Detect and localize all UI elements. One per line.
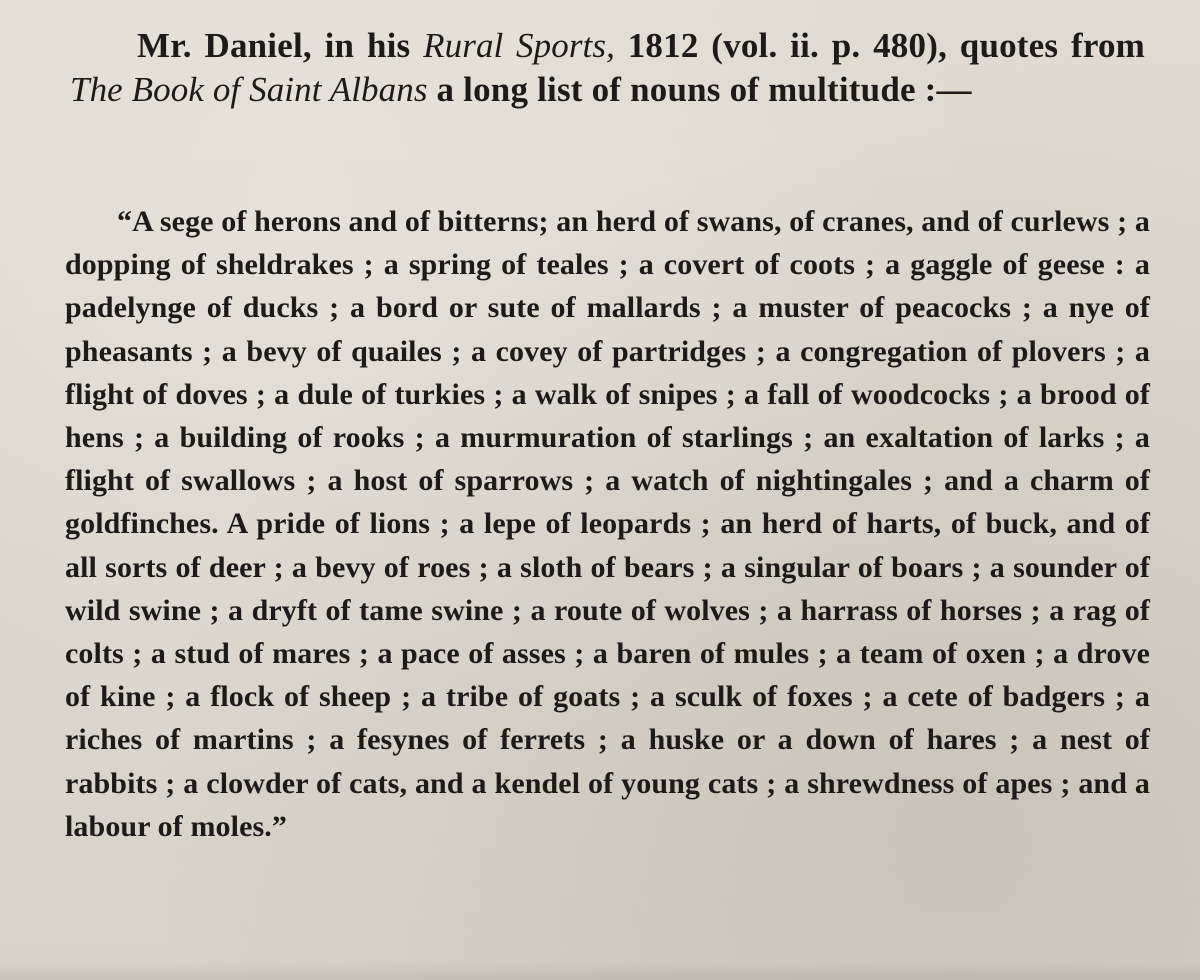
quoted-list-of-nouns: “A sege of herons and of bitterns; an herd of swans, of cranes, and of curlews ; a dopping of sheldrakes ; a spring of teales ; a covert of coots ; a gaggle of geese : a padelynge of ducks ; a bord or sute of mallards ; a muster of peacocks ; a nye of pheasants ; a bevy of quailes ; a covey of partridges ; a congregation of plovers ; a flight of doves ; a dule of turkies ; a walk of snipes ; a fall of woodcocks ; a brood of hens ; a building of rooks ; a murmuration of starlings ; an exaltation of larks ; a flight of swallows ; a host of sparrows ; a watch of nightingales ; and a charm of goldfinches. A pride of lions ; a lepe of leopards ; an herd of harts, of buck, and of all sorts of deer ; a bevy of roes ; a sloth of bears ; a singular of boars ; a sounder of wild swine ; a dryft of tame swine ; a route of wolves ; a harrass of horses ; a rag of colts ; a stud of mares ; a pace of asses ; a baren of mules ; a team of oxen ; a drove of kine ; a flock of sheep ; a tribe of goats ; a sculk of foxes ; a cete of badgers ; a riches of martins ; a fesynes of ferrets ; a huske or a down of hares ; a nest of rabbits ; a clowder of cats, and a kendel of young cats ; a shrewdness of apes ; and a labour of moles.”: [65, 205, 1150, 843]
intro-text-middle: 1812 (vol. ii. p. 480), quotes from: [614, 26, 1145, 65]
intro-paragraph: [70, 24, 1145, 112]
intro-text-end: a long list of nouns of multitude :—: [427, 70, 972, 109]
show-through-text: [0, 146, 1200, 184]
intro-text-start: Mr. Daniel, in his: [137, 26, 424, 65]
work-title: Rural Sports,: [423, 26, 615, 65]
book-title: The Book of Saint Albans: [70, 70, 428, 109]
page-bottom-shadow: [0, 962, 1200, 980]
